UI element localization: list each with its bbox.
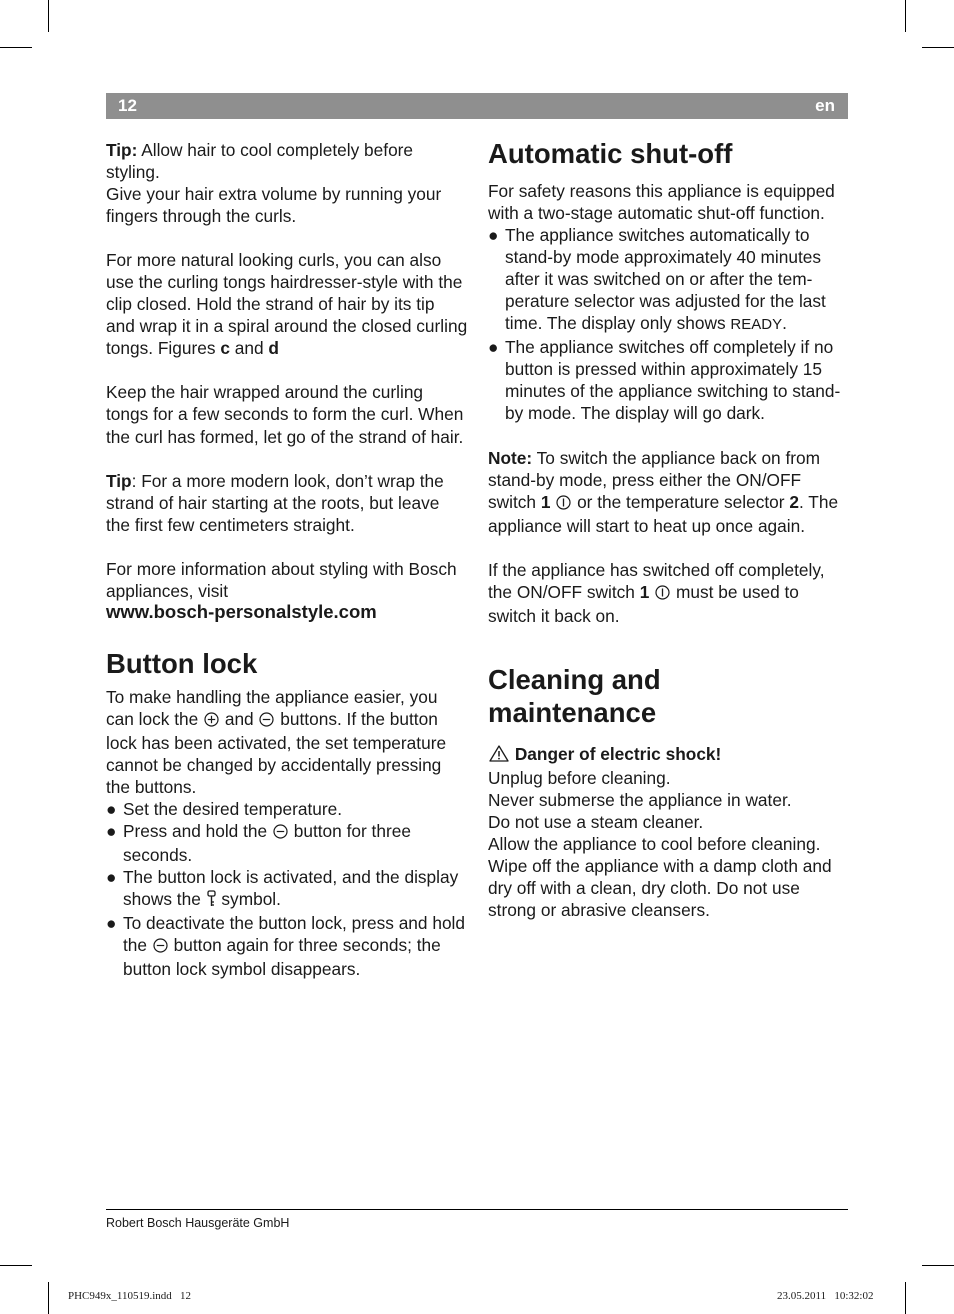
page-header-bar [106,93,848,119]
switch-number: 1 [540,491,551,512]
more-info-paragraph: For more information about styling with Bosch appliances, visit [106,558,457,601]
list-item [106,866,468,912]
shutoff-intro: For safety reasons this appliance is equipped with a two-stage automatic shut-off function. [488,181,835,224]
cleaning-line: Do not use a steam cleaner. [488,811,704,832]
crop-mark [922,47,954,48]
list-item-text: The appliance switches off completely if no button is pressed within approximately 15 minutes of the appliance switching to stand-by mode. The display will go dark. [505,337,841,424]
note-text: . The appliance will start to heat up once again. [488,491,839,536]
list-item-text: button again for three seconds; the button lock symbol disappears. [123,935,441,980]
list-item [488,224,850,336]
power-switch-icon [655,583,670,605]
intro-text: To make handling the appliance easier, you can lock the [106,686,438,729]
right-column [488,139,850,921]
list-item-text: The appliance switches automatically to stand-by mode approximately 40 minutes after it was switched on or after the tem-perature selector was adjusted for the last time. The display only shows [505,225,826,334]
list-item-text: The button lock is activated, and the display shows the [123,867,459,910]
list-item-text: symbol. [216,889,281,910]
left-column [106,139,468,980]
paragraph-text: must be used to switch it back on. [488,581,799,626]
switched-off-paragraph [488,559,850,627]
crop-mark [905,0,906,32]
heading-line: Cleaning and [488,663,661,695]
footer-company: Robert Bosch Hausgeräte GmbH [106,1216,290,1230]
language-code: en [815,96,835,115]
figure-c-ref: c [220,338,230,359]
list-item [488,336,850,424]
volume-paragraph: Give your hair extra volume by running your fingers through the curls. [106,184,442,227]
power-switch-icon [556,493,571,515]
note-label: Note: [488,447,533,468]
cleaning-heading [488,663,850,729]
automatic-shutoff-heading: Automatic shut-off [488,138,733,169]
danger-warning [488,743,850,767]
modern-tip-paragraph [106,470,468,536]
list-item-text: . [782,313,787,334]
keep-wrapped-paragraph: Keep the hair wrapped around the curling tongs for a few seconds to form the curl. When the curl has formed, let go of the strand of hair. [106,382,464,447]
list-item [106,820,468,866]
shutoff-stages [488,224,850,424]
display-ready-text: READY [730,316,783,334]
switch-number: 1 [639,581,650,602]
circle-plus-icon [204,710,219,732]
print-slug-file: PHC949x_110519.indd 12 [68,1290,192,1302]
list-item-text: Set the desired temperature. [123,799,343,820]
list-item [106,912,468,980]
bullet-icon: ● [488,337,499,358]
list-item-text: button for three seconds. [123,821,411,866]
website-link[interactable]: www.bosch-personalstyle.com [106,600,377,622]
note-text: To switch the appliance back on from stand-by mode, press either the ON/OFF switch [488,447,821,512]
figure-and: and [229,338,269,359]
tip-label: Tip [106,470,132,491]
circle-minus-icon [273,822,288,844]
bullet-icon: ● [106,821,117,842]
tip-paragraph [106,139,468,183]
cleaning-line: Unplug before cleaning. [488,767,671,788]
natural-curls-text: For more natural looking curls, you can also use the curling tongs hairdresser-style with the clip closed. Hold the strand of hair by its tip and wrap it in a spiral around the closed curling tongs. Figures [106,250,468,359]
bullet-icon: ● [106,799,117,820]
intro-text: and [220,708,259,729]
button-lock-intro [106,686,468,798]
footer-divider [106,1209,848,1210]
danger-label: Danger of electric shock! [514,743,722,764]
list-item-text: To deactivate the button lock, press and hold the [123,913,466,956]
button-lock-heading: Button lock [106,647,258,679]
page-number: 12 [118,96,137,115]
bullet-icon: ● [106,867,117,888]
note-paragraph [488,447,850,537]
note-text: or the temperature selector [572,491,790,512]
print-slug-datetime: 23.05.2011 10:32:02 [777,1290,874,1302]
circle-minus-icon [153,936,168,958]
crop-mark [0,1265,32,1266]
figure-d-ref: d [268,338,279,359]
button-lock-steps [106,798,468,980]
selector-number: 2 [789,491,799,512]
crop-mark [922,1265,954,1266]
tip-text: Allow hair to cool completely before styling. [106,140,414,183]
circle-minus-icon [259,710,274,732]
crop-mark [905,1282,906,1314]
list-item-text: Press and hold the [123,821,272,842]
intro-text: buttons. If the button lock has been activated, the set temperature cannot be changed by accidentally pressing the buttons. [106,708,447,797]
natural-curls-paragraph [106,249,468,359]
paragraph-text: If the appliance has switched off completely, the ON/OFF switch [488,559,825,602]
crop-mark [48,0,49,32]
cleaning-line: Wipe off the appliance with a damp cloth and dry off with a clean, dry cloth. Do not use strong or abrasive cleansers. [488,856,832,921]
heading-line: maintenance [488,696,657,728]
bullet-icon: ● [488,225,499,246]
crop-mark [0,47,32,48]
crop-mark [48,1282,49,1314]
cleaning-line: Allow the appliance to cool before cleaning. [488,834,821,855]
list-item [106,798,468,820]
key-lock-icon [207,890,216,912]
warning-triangle-icon [489,745,509,767]
tip-text: : For a more modern look, don’t wrap the strand of hair starting at the roots, but leave the first few centimeters straight. [106,470,444,535]
tip-label: Tip: [106,140,138,160]
bullet-icon: ● [106,913,117,934]
cleaning-line: Never submerse the appliance in water. [488,789,792,810]
